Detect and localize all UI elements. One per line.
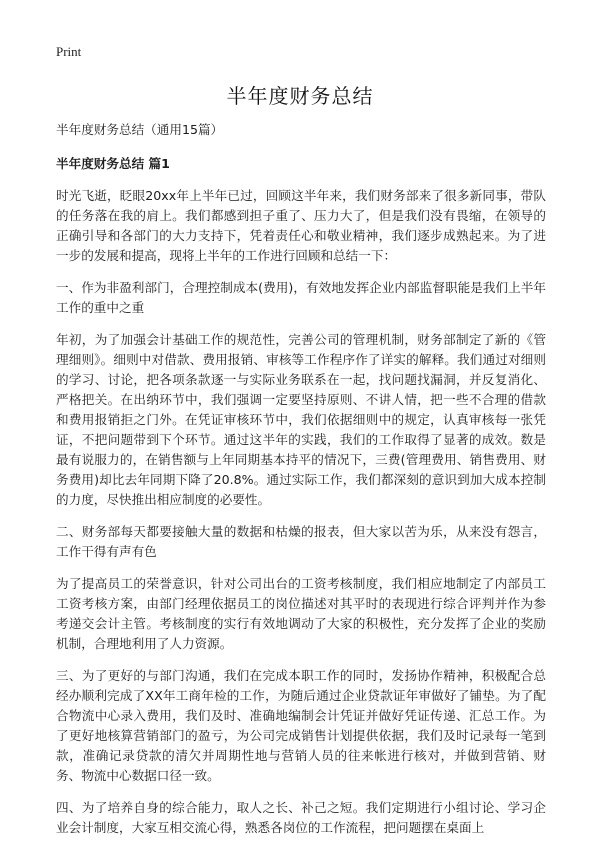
print-label: Print xyxy=(56,44,82,59)
paragraph-point-1-body: 年初，为了加强会计基础工作的规范性，完善公司的管理机制，财务部制定了新的《管理细则》。细则中对借款、费用报销、审核等工作程序作了详实的解释。我们通过对细则的学习、讨论，把各项条款逐一与实际业务联系在一起，找问题找漏洞，并反复消化、严格把关。在出纳环节中，我们强调一定要坚持原则、不讲人情，把一些不合理的借款和费用报销拒之门外。在凭证审核环节中，我们依据细则中的规定，认真审核每一张凭证，不把问题带到下个环节。通过这半年的实践，我们的工作取得了显著的成效。数是最有说服力的，在销售额与上年同期基本持平的情况下，三费(管理费用、销售费用、财务费用)却比去年同期下降了20.8%。通过实际工作，我们都深刻的意识到加大成本控制的力度，尽快推出相应制度的必要性。 xyxy=(56,332,546,507)
paragraph-point-1-heading: 一、作为非盈利部门，合理控制成本(费用)，有效地发挥企业内部监督职能是我们上半年工作的重中之重 xyxy=(56,280,546,315)
paragraph-point-2-body: 为了提高员工的荣誉意识，针对公司出台的工资考核制度，我们相应地制定了内部员工工资考核方案，由部门经理依据员工的岗位描述对其平时的表现进行综合评判并作为参考递交会计主管。考核制度的实行有效地调动了大家的积极性，充分发挥了企业的奖励机制，合理地利用了人力资源。 xyxy=(56,576,546,651)
document-body xyxy=(56,120,546,850)
section-heading: 半年度财务总结 篇1 xyxy=(56,156,170,171)
paragraph-point-4: 四、为了培养自身的综合能力，取人之长、补己之短。我们定期进行小组讨论、学习企业会计制度，大家互相交流心得，熟悉各岗位的工作流程，把问题摆在桌面上 xyxy=(56,800,546,835)
paragraph-point-2-heading: 二、财务部每天都要接触大量的数据和枯燥的报表，但大家以苦为乐，从来没有怨言，工作干得有声有色 xyxy=(56,524,546,559)
paragraph-point-3: 三、为了更好的与部门沟通，我们在完成本职工作的同时，发扬协作精神，积极配合总经办顺利完成了XX年工商年检的工作，为随后通过企业贷款证年审做好了铺垫。为了配合物流中心录入费用，我们及时、准确地编制会计凭证并做好凭证传递、汇总工作。为了更好地核算营销部门的盈亏，为公司完成销售计划提供依据，我们及时记录每一笔到款，准确记录贷款的清欠并周期性地与营销人员的往来帐进行核对，并做到营销、财务、物流中心数据口径一致。 xyxy=(56,668,546,783)
document-subtitle: 半年度财务总结（通用15篇） xyxy=(56,122,224,137)
document-title: 半年度财务总结 xyxy=(226,84,374,108)
paragraph-intro: 时光飞逝，眨眼20xx年上半年已过，回顾这半年来，我们财务部来了很多新同事，带队的任务落在我的肩上。我们都感到担子重了、压力大了，但是我们没有畏缩，在领导的正确引导和各部门的大力支持下，凭着责任心和敬业精神，我们逐步成熟起来。为了进一步的发展和提高，现将上半年的工作进行回顾和总结一下： xyxy=(56,188,546,263)
